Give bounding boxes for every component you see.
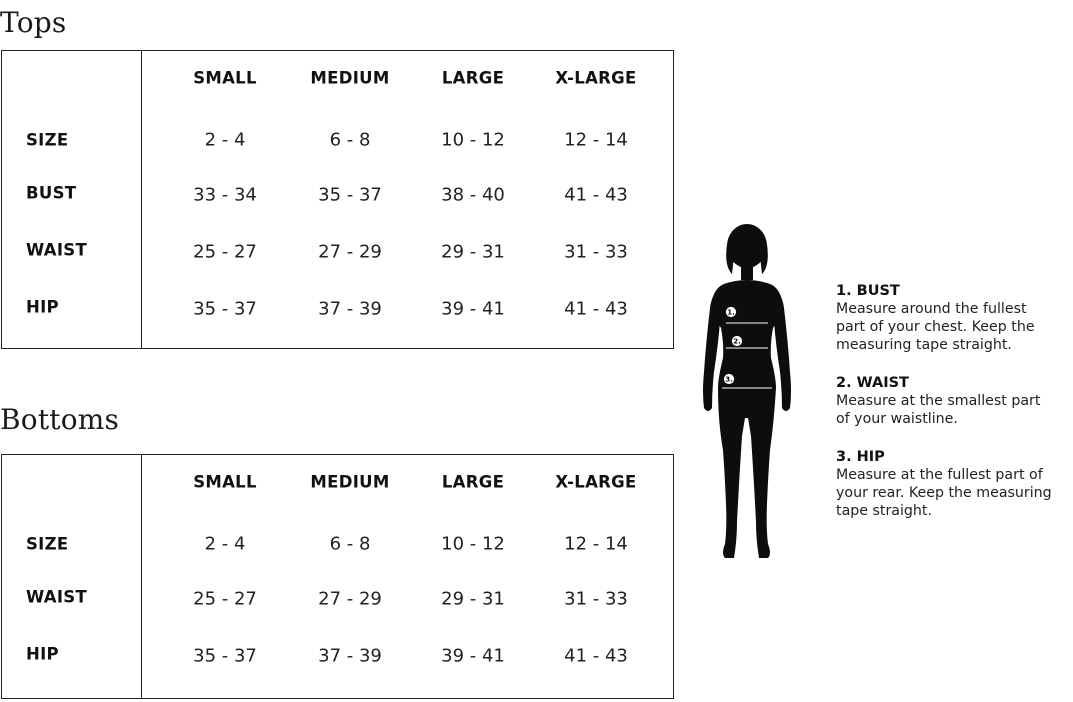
waist-marker-label: 2. xyxy=(733,337,741,346)
table-cell: 25 - 27 xyxy=(193,241,257,263)
guide-title: 1. BUST xyxy=(836,283,900,299)
guide-title: 3. HIP xyxy=(836,449,885,465)
table-cell: 2 - 4 xyxy=(204,533,246,555)
table-divider xyxy=(141,51,142,348)
table-cell: 41 - 43 xyxy=(564,298,628,320)
table-cell: 27 - 29 xyxy=(318,588,382,610)
table-cell: 31 - 33 xyxy=(564,588,628,610)
guide-text-line: part of your chest. Keep the xyxy=(836,319,1035,335)
bottoms-title: Bottoms xyxy=(0,403,120,436)
table-cell: 35 - 37 xyxy=(193,298,257,320)
row-label-bust: BUST xyxy=(26,183,77,203)
column-header-x-large: X-LARGE xyxy=(555,68,637,88)
guide-title: 2. WAIST xyxy=(836,375,909,391)
guide-text-line: Measure at the smallest part xyxy=(836,393,1041,409)
table-cell: 35 - 37 xyxy=(193,645,257,667)
guide-text-line: your rear. Keep the measuring xyxy=(836,485,1052,501)
guide-text-line: Measure at the fullest part of xyxy=(836,467,1043,483)
table-cell: 2 - 4 xyxy=(204,129,246,151)
table-cell: 12 - 14 xyxy=(564,129,628,151)
tops-title: Tops xyxy=(0,6,67,39)
column-header-small: SMALL xyxy=(193,472,257,492)
column-header-x-large: X-LARGE xyxy=(555,472,637,492)
table-cell: 41 - 43 xyxy=(564,184,628,206)
bottoms-size-table xyxy=(1,454,674,699)
table-cell: 25 - 27 xyxy=(193,588,257,610)
column-header-medium: MEDIUM xyxy=(310,68,390,88)
column-header-small: SMALL xyxy=(193,68,257,88)
table-cell: 10 - 12 xyxy=(441,533,505,555)
hip-marker-label: 3. xyxy=(725,375,733,384)
table-cell: 39 - 41 xyxy=(441,298,505,320)
table-cell: 6 - 8 xyxy=(329,129,371,151)
column-header-large: LARGE xyxy=(441,68,505,88)
table-cell: 38 - 40 xyxy=(441,184,505,206)
table-cell: 37 - 39 xyxy=(318,645,382,667)
tops-size-table xyxy=(1,50,674,349)
measurement-guide-bust xyxy=(836,282,1072,354)
row-label-hip: HIP xyxy=(26,297,59,317)
body-silhouette-icon xyxy=(696,222,806,567)
guide-text-line: of your waistline. xyxy=(836,411,958,427)
column-header-large: LARGE xyxy=(441,472,505,492)
bust-marker-label: 1. xyxy=(727,308,735,317)
table-cell: 10 - 12 xyxy=(441,129,505,151)
table-cell: 29 - 31 xyxy=(441,588,505,610)
row-label-size: SIZE xyxy=(26,534,69,554)
row-label-waist: WAIST xyxy=(26,240,88,260)
table-cell: 33 - 34 xyxy=(193,184,257,206)
measurement-guide-waist xyxy=(836,374,1072,428)
table-cell: 35 - 37 xyxy=(318,184,382,206)
table-cell: 39 - 41 xyxy=(441,645,505,667)
table-divider xyxy=(141,455,142,698)
guide-text-line: Measure around the fullest xyxy=(836,301,1027,317)
row-label-size: SIZE xyxy=(26,130,69,150)
table-cell: 37 - 39 xyxy=(318,298,382,320)
measurement-guide-hip xyxy=(836,448,1072,520)
column-header-medium: MEDIUM xyxy=(310,472,390,492)
guide-text-line: measuring tape straight. xyxy=(836,337,1012,353)
table-cell: 29 - 31 xyxy=(441,241,505,263)
table-cell: 31 - 33 xyxy=(564,241,628,263)
row-label-waist: WAIST xyxy=(26,587,88,607)
table-cell: 41 - 43 xyxy=(564,645,628,667)
guide-text-line: tape straight. xyxy=(836,503,932,519)
table-cell: 6 - 8 xyxy=(329,533,371,555)
table-cell: 12 - 14 xyxy=(564,533,628,555)
row-label-hip: HIP xyxy=(26,644,59,664)
table-cell: 27 - 29 xyxy=(318,241,382,263)
